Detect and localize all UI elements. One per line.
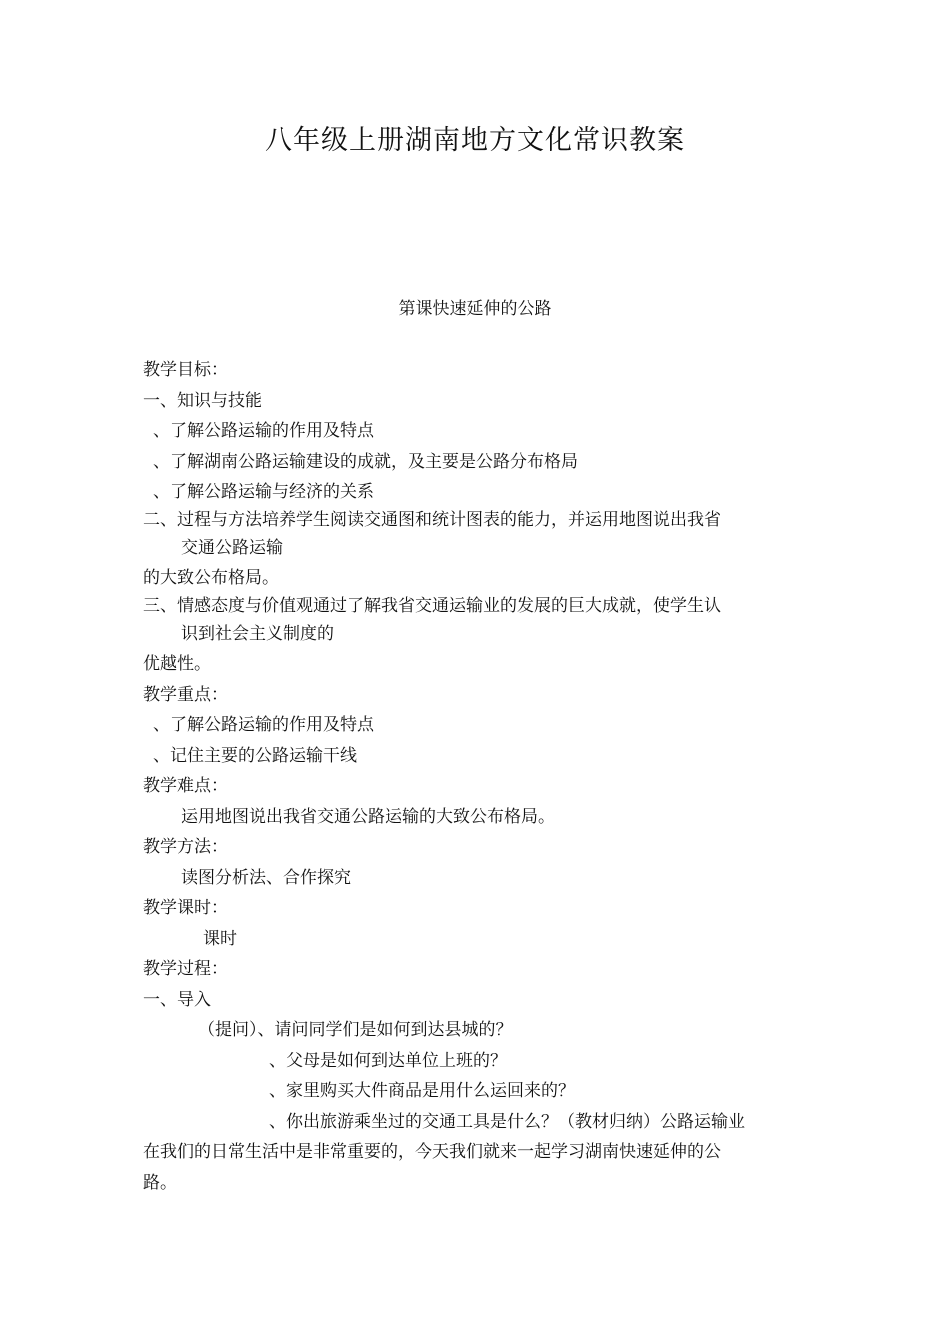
list-item: 、了解公路运输与经济的关系 (153, 482, 374, 502)
section-heading: 教学方法： (143, 837, 228, 857)
paragraph-line: 优越性。 (143, 654, 211, 674)
section-subheading: 一、知识与技能 (143, 390, 262, 411)
paragraph-line: 在我们的日常生活中是非常重要的，今天我们就来一起学习湖南快速延伸的公 (143, 1142, 721, 1162)
section-subheading: 一、导入 (143, 989, 211, 1010)
paragraph-line: 三、情感态度与价值观通过了解我省交通运输业的发展的巨大成就，使学生认 (143, 595, 721, 616)
section-heading: 教学目标： (143, 360, 228, 380)
paragraph-line: （提问）、请问同学们是如何到达县城的？ (198, 1020, 513, 1040)
paragraph-line: 、你出旅游乘坐过的交通工具是什么？（教材归纳）公路运输业 (269, 1111, 745, 1132)
lesson-body (143, 355, 813, 1198)
paragraph-line: 路。 (143, 1172, 177, 1193)
paragraph-line: 读图分析法、合作探究 (181, 867, 351, 888)
list-item: 、了解公路运输的作用及特点 (153, 421, 374, 441)
paragraph-line: 课时 (203, 928, 237, 949)
section-heading: 教学难点： (143, 776, 228, 796)
section-heading: 教学课时： (143, 898, 228, 918)
list-item: 、了解公路运输的作用及特点 (153, 715, 374, 735)
paragraph-line: 识到社会主义制度的 (181, 623, 334, 644)
paragraph-line: 、父母是如何到达单位上班的？ (269, 1050, 507, 1071)
list-item: 、记住主要的公路运输干线 (153, 745, 357, 766)
paragraph-line: 运用地图说出我省交通公路运输的大致公布格局。 (181, 806, 555, 827)
list-item: 、了解湖南公路运输建设的成就，及主要是公路分布格局 (153, 451, 578, 472)
section-heading: 教学重点： (143, 684, 228, 705)
document-title: 八年级上册湖南地方文化常识教案 (265, 125, 685, 156)
lesson-title: 第课快速延伸的公路 (398, 299, 552, 319)
paragraph-line: 、家里购买大件商品是用什么运回来的？ (269, 1081, 575, 1101)
paragraph-line: 交通公路运输 (181, 537, 283, 558)
section-heading: 教学过程： (143, 959, 228, 979)
paragraph-line: 二、过程与方法培养学生阅读交通图和统计图表的能力，并运用地图说出我省 (143, 509, 721, 530)
paragraph-line: 的大致公布格局。 (143, 568, 279, 588)
